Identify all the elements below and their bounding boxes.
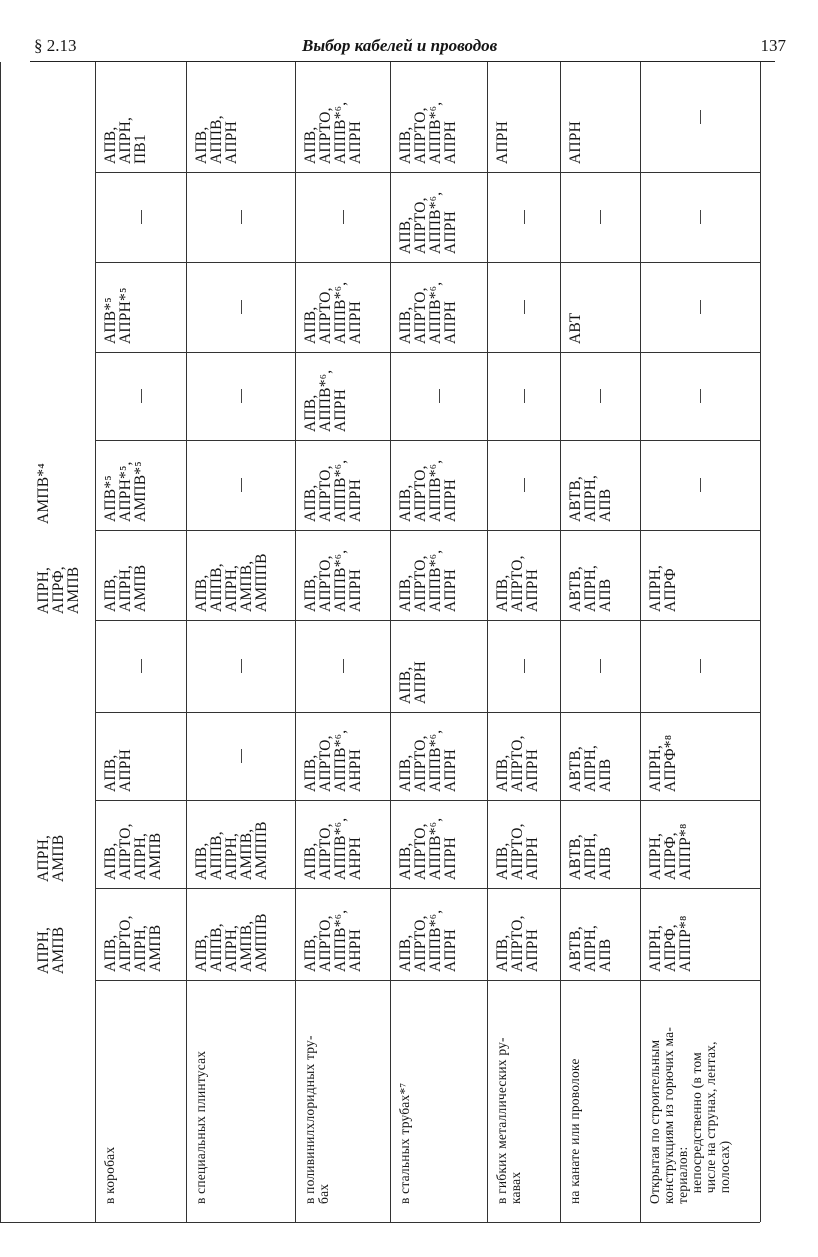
table-rule-horizontal	[95, 620, 760, 621]
table-rule-vertical	[186, 62, 187, 1222]
empty-cell-dash	[700, 659, 701, 673]
table-cell: АПВ, АПРТО, АПРН, АМПВ	[102, 915, 164, 972]
header-cell-col5: АПРН, АПРФ, АМПВ	[35, 566, 82, 614]
table-rule-vertical	[487, 62, 488, 1222]
empty-cell-dash	[343, 210, 344, 224]
table-cell: АПРН, АПРФ, АППР*⁸	[647, 823, 694, 880]
table-cell: АВТ	[567, 312, 584, 344]
row-label: в коробах	[102, 1146, 117, 1204]
empty-cell-dash	[141, 210, 142, 224]
empty-cell-dash	[700, 300, 701, 314]
table-cell: АПВ, АПРТО, АПРН	[494, 915, 541, 972]
header-cell-col6: АМПВ*⁴	[35, 463, 52, 524]
table-cell: АПВ, АПРТО, АППВ*⁶, АПРН	[397, 729, 459, 792]
table-cell: АПРН, АПРФ, АППР*⁸	[647, 915, 694, 972]
row-label: в стальных трубах*⁷	[397, 1082, 412, 1204]
table-cell: АВТВ, АПРН, АПВ	[567, 744, 614, 792]
table-cell: АПВ, АППВ, АПРН, АМПВ, АМППВ	[193, 821, 270, 880]
table-rule-left	[0, 62, 1, 1222]
empty-cell-dash	[600, 389, 601, 403]
table-rule-vertical	[295, 62, 296, 1222]
header-rule	[30, 61, 775, 62]
table-rule-vertical	[760, 62, 761, 1222]
empty-cell-dash	[241, 749, 242, 763]
table-cell: АПВ, АПРТО, АППВ*⁶, АНРН	[302, 909, 364, 972]
page-header	[34, 30, 786, 60]
table-cell: АПВ, АПРТО, АППВ*⁶, АНРН	[302, 817, 364, 880]
table-rule-vertical	[95, 62, 96, 1222]
table-rule-horizontal	[95, 712, 760, 713]
table-cell: АПВ, АПРТО, АППВ*⁶, АНРН	[302, 729, 364, 792]
empty-cell-dash	[141, 659, 142, 673]
table-rule-horizontal	[95, 530, 760, 531]
table-cell: АВТВ, АПРН, АПВ	[567, 474, 614, 522]
empty-cell-dash	[439, 389, 440, 403]
table-cell: АПВ, АПРТО, АППВ*⁶, АПРН	[302, 549, 364, 612]
table-rule-horizontal	[95, 800, 760, 801]
table-cell: АПВ, АПРТО, АППВ*⁶, АПРН	[397, 817, 459, 880]
table-cell: АВТВ, АПРН, АПВ	[567, 832, 614, 880]
table-rule-horizontal	[95, 172, 760, 173]
row-label: в поливинилхлоридных тру- бах	[302, 1035, 331, 1204]
table-cell: АПВ, АПРТО, АПРН	[494, 555, 541, 612]
row-label: Открытая по строительным конструкциям из горючих ма- териалов: непосредственно (в том числе на струнах, лентах, полосах)	[647, 1026, 732, 1204]
table-cell: АВТВ, АПРН, АПВ	[567, 924, 614, 972]
empty-cell-dash	[524, 478, 525, 492]
running-title: Выбор кабелей и проводов	[302, 36, 498, 55]
table-cell: АПВ, АПРТО, АППВ*⁶, АПРН	[397, 101, 459, 164]
table-cell: АПВ, АПРН	[102, 748, 134, 792]
table-rule-vertical	[640, 62, 641, 1222]
empty-cell-dash	[141, 389, 142, 403]
section-number: § 2.13	[34, 36, 77, 55]
table-rule-bottom	[0, 1222, 760, 1223]
empty-cell-dash	[700, 389, 701, 403]
table-cell: АПВ, АПРТО, АППВ*⁶, АПРН	[397, 459, 459, 522]
table-cell: АПВ, АППВ*⁶, АПРН	[302, 369, 349, 432]
empty-cell-dash	[241, 300, 242, 314]
table-cell: АПВ, АПРТО, АППВ*⁶, АПРН	[397, 909, 459, 972]
table-rule-vertical	[390, 62, 391, 1222]
table-rule-vertical	[560, 62, 561, 1222]
empty-cell-dash	[524, 300, 525, 314]
table-cell: АПВ, АПРН	[397, 660, 429, 704]
table-cell: АПВ, АПРТО, АПРН	[494, 735, 541, 792]
table-cell: АПВ, АПРТО, АПРН	[494, 823, 541, 880]
empty-cell-dash	[700, 210, 701, 224]
empty-cell-dash	[700, 110, 701, 124]
table-cell: АПРН	[494, 120, 511, 164]
table-cell: АПВ, АПРН, ПВ1	[102, 116, 149, 164]
table-cell: АПВ*⁵ АПРН*⁵	[102, 287, 134, 344]
row-label: в специальных плинтусах	[193, 1050, 208, 1204]
empty-cell-dash	[241, 389, 242, 403]
empty-cell-dash	[241, 210, 242, 224]
table-cell: АПВ*⁵ АПРН*⁵, АМПВ*⁵	[102, 461, 149, 522]
empty-cell-dash	[524, 389, 525, 403]
empty-cell-dash	[343, 659, 344, 673]
table-rule-horizontal	[95, 888, 760, 889]
table-cell: АПРН, АПРФ	[647, 564, 679, 612]
page-number: 137	[760, 36, 786, 55]
table-cell: АПВ, АППВ, АПРН, АМПВ, АМППВ	[193, 553, 270, 612]
table-cell: АПВ, АПРТО, АППВ*⁶, АПРН	[397, 191, 459, 254]
empty-cell-dash	[241, 478, 242, 492]
table-cell: АПВ, АПРТО, АППВ*⁶, АПРН	[302, 101, 364, 164]
empty-cell-dash	[241, 659, 242, 673]
table-cell: АПВ, АППВ, АПРН	[193, 115, 240, 164]
table-cell: АПРН, АПРФ*⁸	[647, 734, 679, 792]
empty-cell-dash	[600, 210, 601, 224]
empty-cell-dash	[524, 210, 525, 224]
table-cell: АПВ, АПРТО, АПРН, АМПВ	[102, 823, 164, 880]
header-cell-col2: АПРН, АМПВ	[35, 834, 67, 882]
table-rule-horizontal	[95, 980, 760, 981]
empty-cell-dash	[600, 659, 601, 673]
empty-cell-dash	[524, 659, 525, 673]
table-cell: АПВ, АПРН, АМПВ	[102, 564, 149, 612]
table-cell: АПВ, АПРТО, АППВ*⁶, АПРН	[302, 459, 364, 522]
header-cell-col1: АПРН, АМПВ	[35, 926, 67, 974]
table-cell: АПВ, АПРТО, АППВ*⁶, АПРН	[397, 281, 459, 344]
table-rule-horizontal	[95, 352, 760, 353]
empty-cell-dash	[700, 478, 701, 492]
table-cell: АПРН	[567, 120, 584, 164]
table-cell: АПВ, АППВ, АПРН, АМПВ, АМППВ	[193, 913, 270, 972]
table-rule-horizontal	[95, 262, 760, 263]
table-cell: АПВ, АПРТО, АППВ*⁶, АПРН	[302, 281, 364, 344]
table-cell: АВТВ, АПРН, АПВ	[567, 564, 614, 612]
table-cell: АПВ, АПРТО, АППВ*⁶, АПРН	[397, 549, 459, 612]
row-label: в гибких металлических ру- кавах	[494, 1037, 523, 1204]
row-label: на канате или проволоке	[567, 1058, 582, 1204]
table-rule-horizontal	[95, 440, 760, 441]
